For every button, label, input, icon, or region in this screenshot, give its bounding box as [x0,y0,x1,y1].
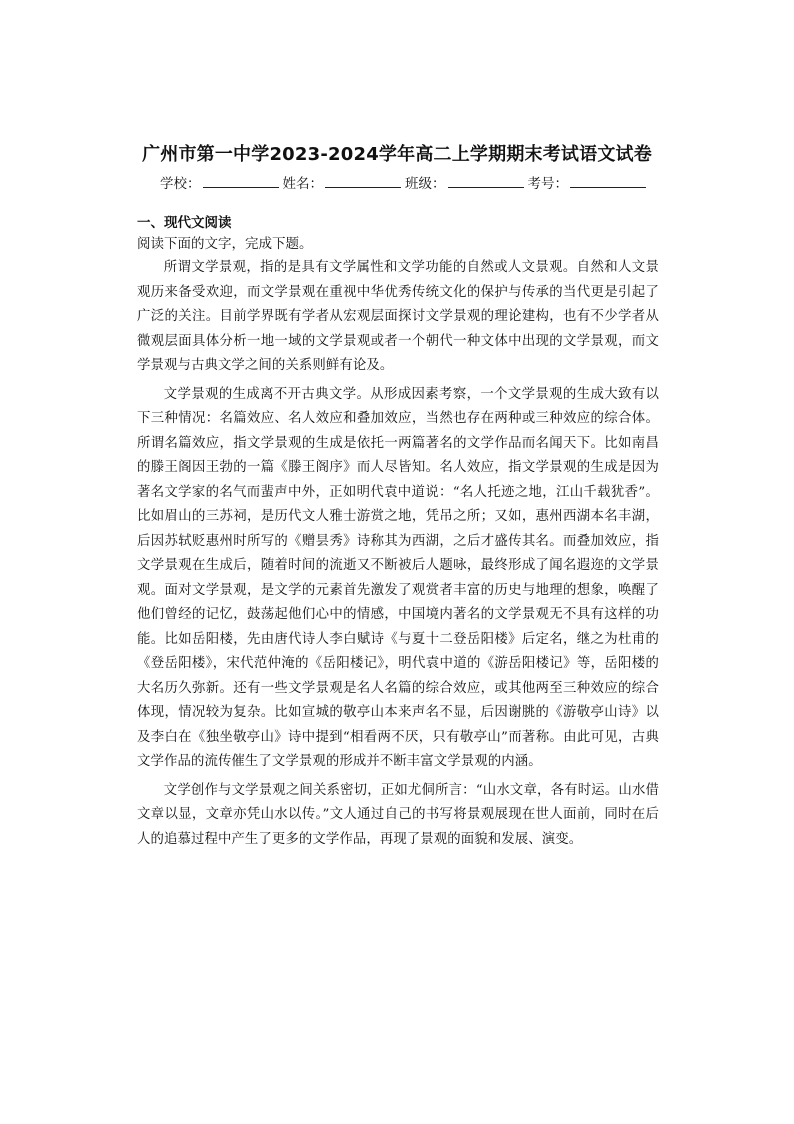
exam-title: 广州市第一中学2023-2024学年高二上学期期末考试语文试卷 [142,144,652,165]
section-instruction: 阅读下面的文字，完成下题。 [137,236,313,252]
passage-paragraph-3: 文学创作与文学景观之间关系密切，正如尤侗所言：“山水文章，各有时运。山水借文章以显，文章亦凭山水以传。”文人通过自己的书写将景观展现在世人面前，同时在后人的追慕过程中产生了更多的文学作品，再现了景观的面貌和发展、演变。 [137,782,659,847]
exam-number-field [528,172,651,192]
class-field [405,172,528,192]
section-heading: 一、现代文阅读 [137,215,232,231]
reading-passage [137,256,659,856]
student-info-row [160,172,650,192]
passage-paragraph-2: 文学景观的生成离不开古典文学。从形成因素考察，一个文学景观的生成大致有以下三种情况：名篇效应、名人效应和叠加效应，当然也存在两种或三种效应的综合体。所谓名篇效应，指文学景观的生成是依托一两篇著名的文学作品而名闻天下。比如南昌的滕王阁因王勃的一篇《滕王阁序》而人尽皆知。名人效应，指文学景观的生成是因为著名文学家的名气而蜚声中外，正如明代袁中道说：“名人托迹之地，江山千载犹香”。比如眉山的三苏祠，是历代文人雅士游赏之地，凭吊之所；又如，惠州西湖本名丰湖，后因苏轼贬惠州时所写的《赠昙秀》诗称其为西湖，之后才盛传其名。而叠加效应，指文学景观在生成后，随着时间的流逝又不断被后人题咏，最终形成了闻名遐迩的文学景观。面对文学景观，是文学的元素首先激发了观赏者丰富的历史与地理的想象，唤醒了他们曾经的记忆，鼓荡起他们心中的情感，中国境内著名的文学景观无不具有这样的功能。比如岳阳楼，先由唐代诗人李白赋诗《与夏十二登岳阳楼》后定名，继之为杜甫的《登岳阳楼》，宋代范仲淹的《岳阳楼记》，明代袁中道的《游岳阳楼记》等，岳阳楼的大名历久弥新。还有一些文学景观是名人名篇的综合效应，或其他两至三种效应的综合体现，情况较为复杂。比如宣城的敬亭山本来声名不显，后因谢朓的《游敬亭山诗》以及李白在《独坐敬亭山》诗中提到“相看两不厌，只有敬亭山”而著称。由此可见，古典文学作品的流传催生了文学景观的形成并不断丰富文学景观的内涵。 [137,386,659,769]
school-field [160,172,283,192]
school-label: 学校： [160,176,201,192]
name-field [283,172,406,192]
class-label: 班级： [405,176,446,192]
class-blank [448,186,524,188]
exam-number-blank [570,186,646,188]
name-label: 姓名： [282,176,323,192]
school-blank [203,186,279,188]
passage-paragraph-1: 所谓文学景观，指的是具有文学属性和文学功能的自然或人文景观。自然和人文景观历来备受欢迎，而文学景观在重视中华优秀传统文化的保护与传承的当代更是引起了广泛的关注。目前学界既有学者从宏观层面探讨文学景观的理论建构，也有不少学者从微观层面具体分析一地一域的文学景观或者一个朝代一种文体中出现的文学景观，而文学景观与古典文学之间的关系则鲜有论及。 [137,260,659,373]
name-blank [325,186,401,188]
exam-number-label: 考号： [527,176,568,192]
